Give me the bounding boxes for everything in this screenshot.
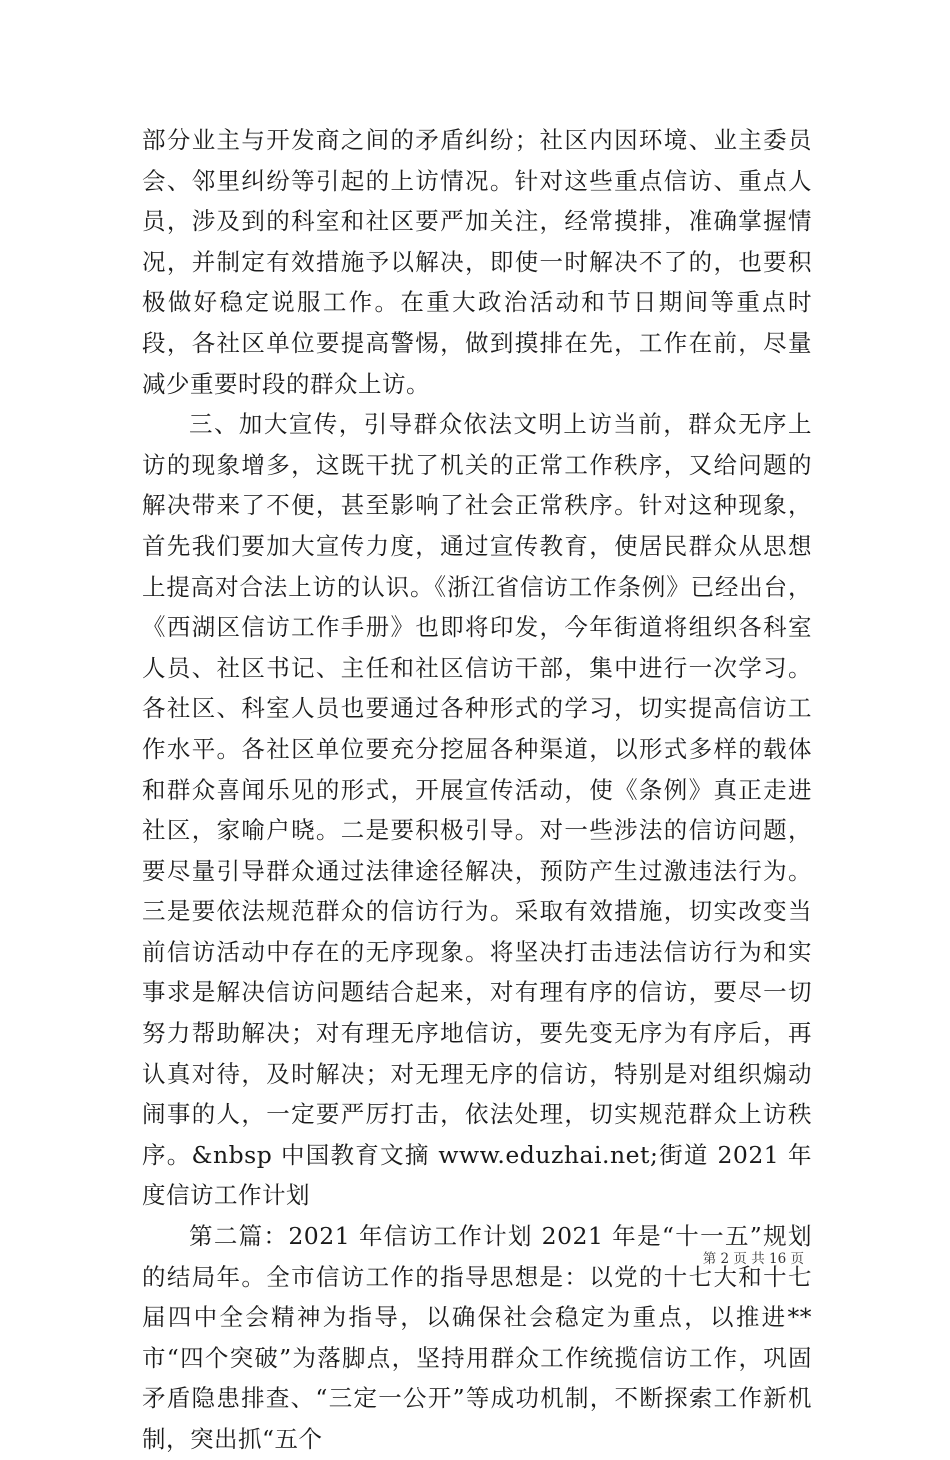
paragraph-part-two: 第二篇：2021 年信访工作计划 2021 年是“十一五”规划的结局年。全市信访工作的指导思想是：以党的十七大和十七届四中全会精神为指导，以确保社会稳定为重点，以推进**市“四个突破”为落脚点，坚持用群众工作统揽信访工作，巩固矛盾隐患排查、“三定一公开”等成功机制，不断探索工作新机制，突出抓“五个 [142,1222,812,1453]
paragraph-continued: 部分业主与开发商之间的矛盾纠纷；社区内因环境、业主委员会、邻里纠纷等引起的上访情况。针对这些重点信访、重点人员，涉及到的科室和社区要严加关注，经常摸排，准确掌握情况，并制定有效措施予以解决，即使一时解决不了的，也要积极做好稳定说服工作。在重大政治活动和节日期间等重点时段，各社区单位要提高警惕，做到摸排在先，工作在前，尽量减少重要时段的群众上访。 [142,126,812,398]
paragraph-section-three: 三、加大宣传，引导群众依法文明上访当前，群众无序上访的现象增多，这既干扰了机关的正常工作秩序，又给问题的解决带来了不便，甚至影响了社会正常秩序。针对这种现象，首先我们要加大宣传力度，通过宣传教育，使居民群众从思想上提高对合法上访的认识。《浙江省信访工作条例》已经出台，《西湖区信访工作手册》也即将印发，今年街道将组织各科室人员、社区书记、主任和社区信访干部，集中进行一次学习。各社区、科室人员也要通过各种形式的学习，切实提高信访工作水平。各社区单位要充分挖屈各种渠道，以形式多样的载体和群众喜闻乐见的形式，开展宣传活动，使《条例》真正走进社区，家喻户晓。二是要积极引导。对一些涉法的信访问题，要尽量引导群众通过法律途径解决，预防产生过激违法行为。三是要依法规范群众的信访行为。采取有效措施，切实改变当前信访活动中存在的无序现象。将坚决打击违法信访行为和实事求是解决信访问题结合起来，对有理有序的信访，要尽一切努力帮助解决；对有理无序地信访，要先变无序为有序后，再认真对待，及时解决；对无理无序的信访，特别是对组织煽动闹事的人，一定要严厉打击，依法处理，切实规范群众上访秩序。&nbsp 中国教育文摘 www.eduzhai.net;街道 2021 年度信访工作计划 [142,410,812,1210]
page-number-footer: 第 2 页 共 16 页 [702,1251,804,1267]
